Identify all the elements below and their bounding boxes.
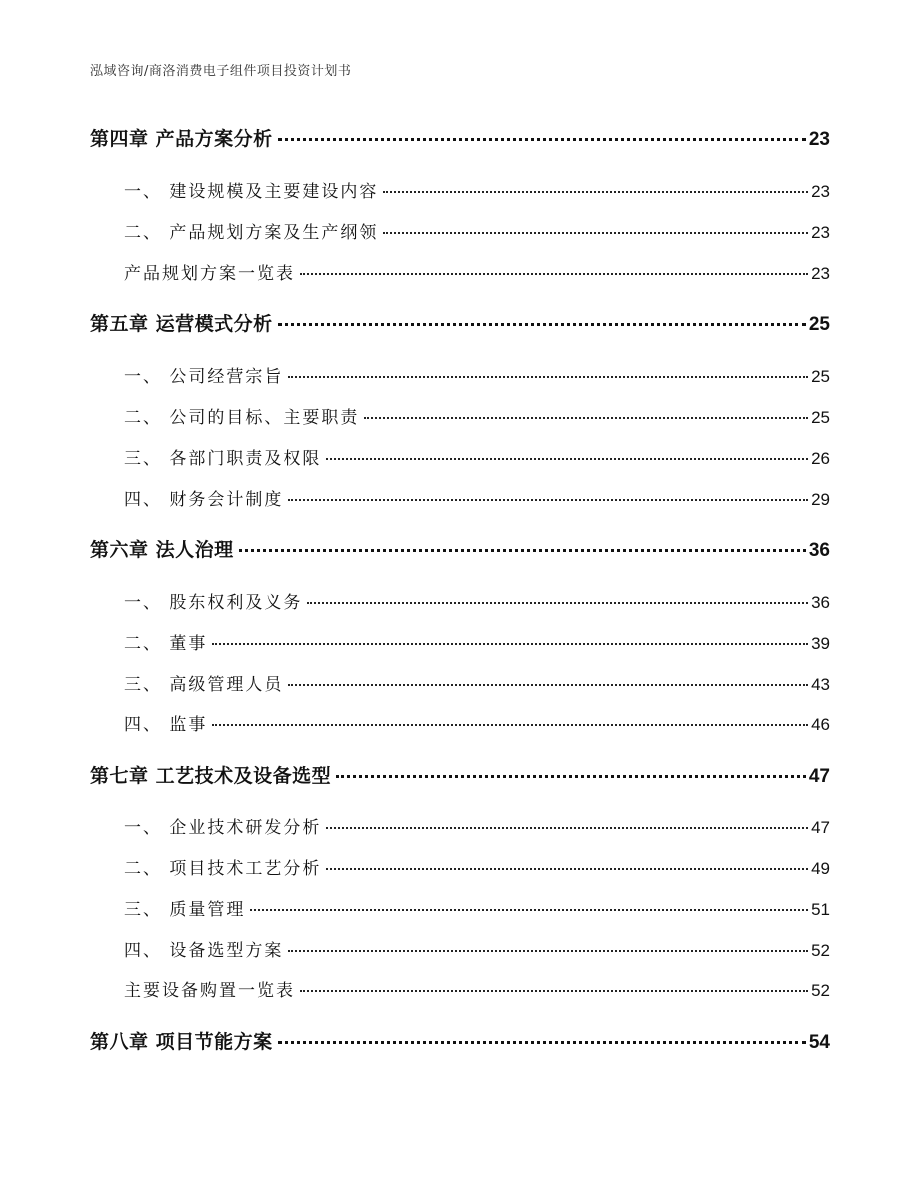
toc-entry[interactable] [90,588,830,613]
toc-label: 第四章 产品方案分析 [90,128,273,150]
toc-page: 23 [811,182,830,201]
toc-leader [278,138,806,141]
toc-label: 第八章 项目节能方案 [90,1031,273,1053]
toc-page: 23 [811,223,830,242]
toc-entry[interactable] [90,895,830,920]
toc-label: 产品规划方案一览表 [124,264,295,284]
toc-leader [383,191,808,193]
toc-label: 二、 公司的目标、主要职责 [124,408,360,428]
toc-label: 四、 监事 [124,715,208,735]
toc-page: 43 [811,675,830,694]
toc-label: 主要设备购置一览表 [124,981,295,1001]
toc-page: 25 [811,408,830,427]
toc-entry[interactable] [90,259,830,284]
toc-page: 23 [811,264,830,283]
toc-leader [383,232,808,234]
toc-label: 二、 项目技术工艺分析 [124,859,322,879]
toc-page: 29 [811,490,830,509]
toc-chapter-6[interactable] [90,535,830,562]
toc-leader [300,273,808,275]
toc-label: 第五章 运营模式分析 [90,313,273,335]
toc-leader [278,1041,806,1044]
toc-chapter-7[interactable] [90,761,830,788]
toc-entry[interactable] [90,976,830,1001]
toc-leader [288,684,808,686]
toc-leader [288,950,808,952]
running-header: 泓域咨询/商洛消费电子组件项目投资计划书 [90,64,352,79]
toc-entry[interactable] [90,362,830,387]
toc-entry[interactable] [90,403,830,428]
toc-entry[interactable] [90,813,830,838]
toc-page: 25 [808,314,830,335]
toc-leader [212,643,808,645]
toc-entry[interactable] [90,670,830,695]
toc-label: 二、 产品规划方案及生产纲领 [124,223,379,243]
toc-label: 一、 企业技术研发分析 [124,818,322,838]
toc-chapter-5[interactable] [90,309,830,336]
toc-chapter-4[interactable] [90,124,830,151]
toc-page: 36 [808,540,830,561]
toc-leader [300,990,808,992]
toc-entry[interactable] [90,710,830,735]
toc-page: 39 [811,634,830,653]
toc-leader [326,827,808,829]
toc-label: 第六章 法人治理 [90,539,234,561]
toc-entry[interactable] [90,854,830,879]
toc-page: 47 [808,766,830,787]
toc-leader [288,376,808,378]
toc-page: 25 [811,367,830,386]
toc-label: 一、 公司经营宗旨 [124,367,284,387]
toc-label: 一、 股东权利及义务 [124,593,303,613]
toc-leader [307,602,808,604]
toc-label: 一、 建设规模及主要建设内容 [124,182,379,202]
toc-entry[interactable] [90,485,830,510]
toc-entry[interactable] [90,444,830,469]
toc-leader [278,323,806,326]
toc-page: 46 [811,715,830,734]
toc-label: 四、 设备选型方案 [124,941,284,961]
toc-page: 49 [811,859,830,878]
toc-leader [250,909,808,911]
toc-page: 26 [811,449,830,468]
toc-page: 36 [811,593,830,612]
toc-page: 23 [808,129,830,150]
toc-label: 三、 高级管理人员 [124,675,284,695]
toc-label: 三、 质量管理 [124,900,246,920]
toc-chapter-8[interactable] [90,1027,830,1054]
toc-label: 三、 各部门职责及权限 [124,449,322,469]
toc-leader [212,724,808,726]
toc-page: 51 [811,900,830,919]
toc-page: 52 [811,941,830,960]
toc-page: 52 [811,981,830,1000]
toc-leader [326,458,808,460]
toc-page: 47 [811,818,830,837]
toc-label: 四、 财务会计制度 [124,490,284,510]
toc-leader [336,775,806,778]
toc-leader [364,417,808,419]
toc-page: 54 [808,1032,830,1053]
toc-leader [239,549,806,552]
toc-entry[interactable] [90,218,830,243]
toc-leader [326,868,808,870]
toc-entry[interactable] [90,177,830,202]
toc-leader [288,499,808,501]
toc-label: 第七章 工艺技术及设备选型 [90,765,332,787]
toc-entry[interactable] [90,936,830,961]
toc-label: 二、 董事 [124,634,208,654]
toc-entry[interactable] [90,629,830,654]
